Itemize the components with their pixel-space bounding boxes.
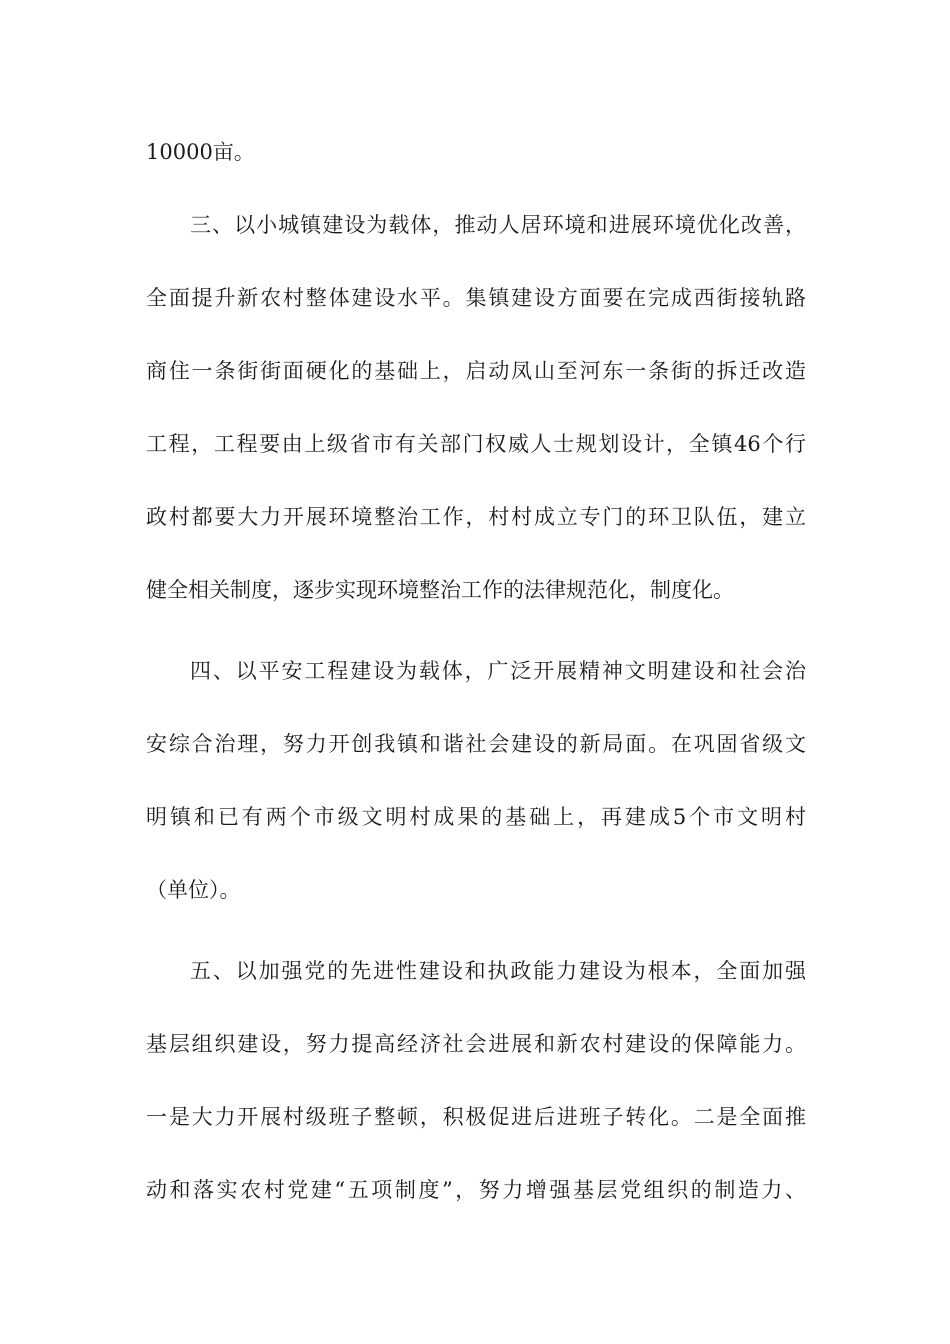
text-line: 商住一条街街面硬化的基础上，启动凤山至河东一条街的拆迁改造 [146, 359, 806, 383]
text-line: 动和落实农村党建“五项制度”，努力增强基层党组织的制造力、 [146, 1178, 806, 1202]
text-line: 政村都要大力开展环境整治工作，村村成立专门的环卫队伍，建立 [146, 505, 806, 529]
text-line: 明镇和已有两个市级文明村成果的基础上，再建成5个市文明村 [146, 805, 806, 829]
text-line: （单位）。 [146, 878, 241, 902]
text-line: 一是大力开展村级班子整顿，积极促进后进班子转化。二是全面推 [146, 1105, 806, 1129]
paragraph-heading-line: 三、以小城镇建设为载体，推动人居环境和进展环境优化改善， [190, 213, 806, 237]
text-line: 基层组织建设，努力提高经济社会进展和新农村建设的保障能力。 [146, 1032, 806, 1056]
text-line: 健全相关制度，逐步实现环境整治工作的法律规范化，制度化。 [146, 578, 734, 602]
text-line: 10000亩。 [146, 140, 255, 164]
text-line: 安综合治理，努力开创我镇和谐社会建设的新局面。在巩固省级文 [146, 732, 806, 756]
paragraph-heading-line: 四、以平安工程建设为载体，广泛开展精神文明建设和社会治 [190, 659, 806, 683]
paragraph-heading-line: 五、以加强党的先进性建设和执政能力建设为根本，全面加强 [190, 959, 806, 983]
text-line: 全面提升新农村整体建设水平。集镇建设方面要在完成西街接轨路 [146, 286, 806, 310]
text-line: 工程，工程要由上级省市有关部门权威人士规划设计，全镇46个行 [146, 432, 806, 456]
